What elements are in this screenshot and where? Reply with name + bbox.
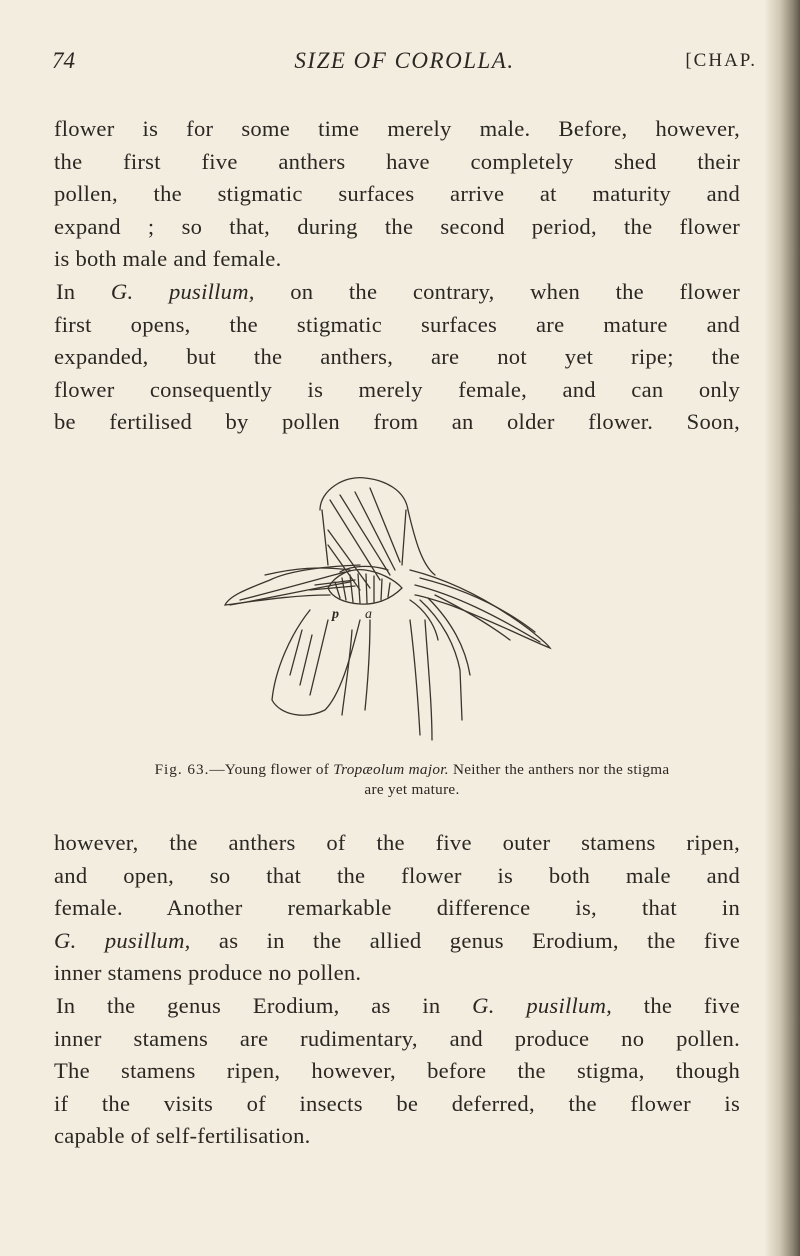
species-name: G. pusillum,: [54, 927, 191, 953]
scan-page-edge: [764, 0, 800, 1256]
text-line: In G. pusillum, on the contrary, when the flower: [56, 279, 740, 304]
figure-caption: [92, 760, 732, 800]
text-line: G. pusillum, as in the allied genus Erodium, the five: [54, 927, 741, 953]
text-line: and open, so that the flower is both male and: [54, 862, 740, 888]
text-line: expanded, but the anthers, are not yet ripe; the: [54, 344, 740, 370]
text-line: flower consequently is merely female, and can only: [54, 376, 740, 402]
text-line: In the genus Erodium, as in G. pusillum, the five: [56, 993, 741, 1018]
text-line: female. Another remarkable difference is, that in: [54, 895, 740, 921]
text-line: capable of self-fertilisation.: [54, 1123, 311, 1149]
label-a: a: [365, 607, 372, 622]
text-line: The stamens ripen, however, before the stigma, though: [54, 1058, 740, 1084]
running-head: [52, 48, 757, 82]
text-line: expand ; so that, during the second period, the flower: [54, 213, 740, 239]
text-line: inner stamens are rudimentary, and produce no pollen.: [54, 1025, 740, 1051]
caption-line: are yet mature.: [364, 781, 460, 798]
species-name: G. pusillum,: [472, 993, 613, 1018]
text-line: however, the anthers of the five outer stamens ripen,: [54, 830, 740, 855]
page-number: 74: [52, 48, 75, 73]
running-title: SIZE OF COROLLA.: [294, 48, 515, 73]
chapter-mark: [CHAP.: [685, 50, 757, 71]
label-p: p: [332, 607, 339, 622]
text-line: be fertilised by pollen from an older flower. Soon,: [54, 409, 740, 435]
caption-line: Fig. 63.—Young flower of Tropæolum major. Neither the anthers nor the stigma: [154, 761, 670, 778]
figure-label: Fig. 63.: [154, 761, 210, 778]
text-line: is both male and female.: [54, 246, 282, 272]
text-line: pollen, the stigmatic surfaces arrive at maturity and: [54, 181, 740, 207]
text-line: inner stamens produce no pollen.: [54, 960, 362, 986]
text-line: flower is for some time merely male. Before, however,: [54, 116, 740, 141]
species-name: G. pusillum,: [110, 279, 255, 304]
species-name: Tropæolum major.: [333, 761, 449, 778]
text-line: if the visits of insects be deferred, the flower is: [54, 1090, 740, 1116]
figure-flower-illustration: [210, 470, 570, 750]
text-line: the first five anthers have completely shed their: [54, 148, 740, 174]
flower-drawing: [210, 470, 570, 750]
text-line: first opens, the stigmatic surfaces are mature and: [54, 311, 740, 337]
